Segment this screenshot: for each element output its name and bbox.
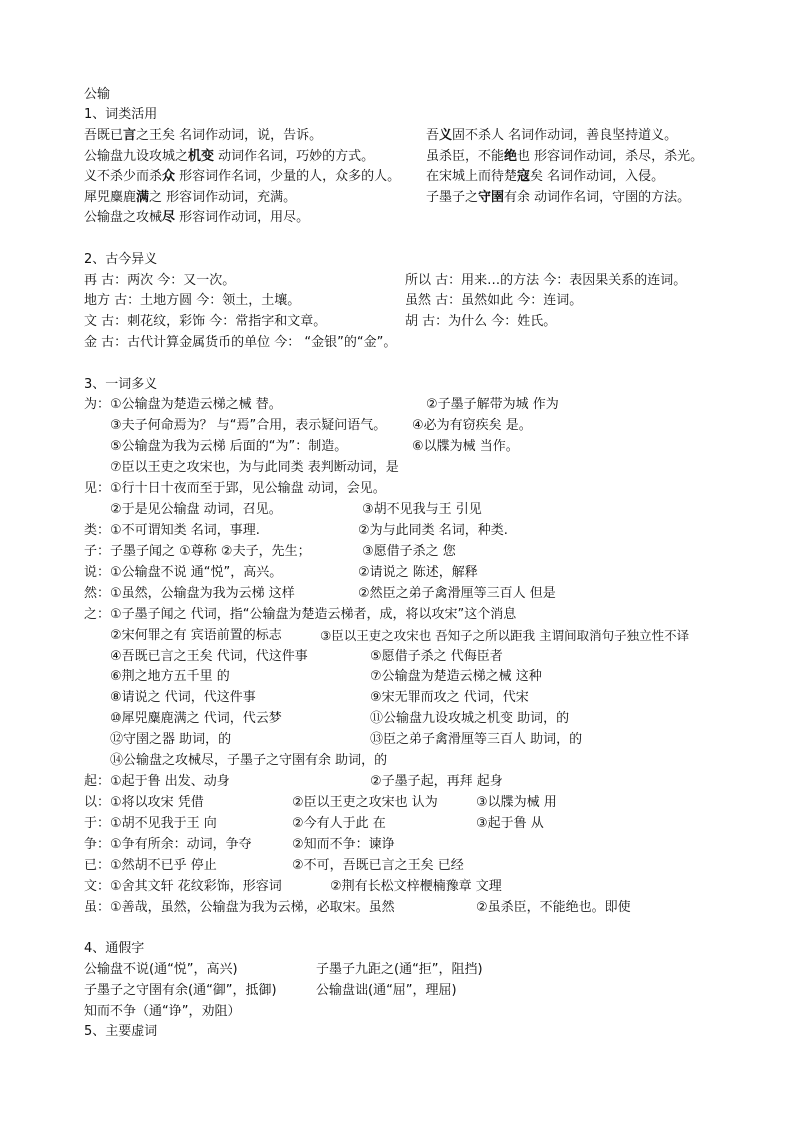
section-1-heading: 1、词类活用 xyxy=(84,107,158,122)
s3-line-24-b: ②荆有长松文梓楩楠豫章 文理 xyxy=(330,879,502,894)
s3-line-20-b: ②臣以王吏之攻宋也 认为 xyxy=(292,795,438,810)
s4-row-1-left: 公输盘不说(通“悦”，高兴) xyxy=(84,962,238,977)
s2-row-4-left: 金 古：古代计算金属货币的单位 今： “金银”的“金”。 xyxy=(84,335,397,350)
s3-line-17-a: ⑫守圉之器 助词，的 xyxy=(110,732,232,747)
s3-line-11-a: 之：①子墨子闻之 代词，指“公输盘为楚造云梯者，成，将以攻宋”这个消息 xyxy=(84,607,517,622)
s3-line-2-b: ④必为有窃疾矣 是。 xyxy=(412,418,532,433)
s3-line-15-b: ⑨宋无罪而攻之 代词，代宋 xyxy=(370,690,529,705)
page-title: 公输 xyxy=(84,87,111,102)
s3-line-1-b: ②子墨子解带为城 作为 xyxy=(426,397,559,412)
s3-line-22-a: 争：①争有所余：动词，争夺 xyxy=(84,837,252,852)
s3-line-14-a: ⑥荆之地方五千里 的 xyxy=(110,669,230,684)
s3-line-14-b: ⑦公输盘为楚造云梯之械 这种 xyxy=(370,669,542,684)
section-3-heading: 3、一词多义 xyxy=(84,377,158,392)
s2-row-1-left: 再 古：两次 今：又一次。 xyxy=(84,273,236,288)
s3-line-24-a: 文：①舍其文轩 花纹彩饰，形容词 xyxy=(84,879,282,894)
s3-line-15-a: ⑧请说之 代词，代这件事 xyxy=(110,690,256,705)
s1-row-2-right: 虽杀臣，不能绝也 形容词作动词，杀尽，杀光。 xyxy=(426,149,704,164)
s3-line-16-a: ⑩犀兕麋鹿满之 代词，代云梦 xyxy=(110,711,282,726)
s3-line-5-a: 见：①行十日十夜而至于郢，见公输盘 动词，会见。 xyxy=(84,481,386,496)
s1-row-1-left: 吾既已言之王矣 名词作动词，说，告诉。 xyxy=(84,128,323,143)
s3-line-6-b: ③胡不见我与王 引见 xyxy=(362,502,482,517)
s3-line-9-a: 说：①公输盘不说 通“悦”，高兴。 xyxy=(84,565,283,580)
s3-line-4-a: ⑦臣以王吏之攻宋也，为与此同类 表判断动词，是 xyxy=(110,460,399,475)
s4-row-1-right: 子墨子九距之(通“拒”，阻挡) xyxy=(316,962,483,977)
section-5-heading: 5、主要虚词 xyxy=(84,1024,158,1039)
s3-line-16-b: ⑪公输盘九设攻城之机变 助词，的 xyxy=(370,711,570,726)
s1-row-4-left: 犀兕麋鹿满之 形容词作动词，充满。 xyxy=(84,190,297,205)
s3-line-21-a: 于：①胡不见我于王 向 xyxy=(84,816,217,831)
s2-row-1-right: 所以 古：用来…的方法 今：表因果关系的连词。 xyxy=(405,273,687,288)
s3-line-3-b: ⑥以牒为械 当作。 xyxy=(412,439,519,454)
s3-line-22-b: ②知而不争：谏诤 xyxy=(292,837,395,852)
s3-line-9-b: ②请说之 陈述，解释 xyxy=(358,565,478,580)
s3-line-12-b: ③臣以王吏之攻宋也 吾知子之所以距我 主谓间取消句子独立性不译 xyxy=(320,628,690,643)
s4-row-2-left: 子墨子之守圉有余(通“御”，抵御) xyxy=(84,983,277,998)
s3-line-8-b: ③愿借子杀之 您 xyxy=(362,544,456,559)
section-4-heading: 4、通假字 xyxy=(84,941,145,956)
s3-line-17-b: ⑬臣之弟子禽滑厘等三百人 助词，的 xyxy=(370,732,583,747)
s1-row-3-right: 在宋城上而待楚寇矣 名词作动词，入侵。 xyxy=(426,169,665,184)
s4-row-3-left: 知而不争（通“诤”，劝阻） xyxy=(84,1004,241,1019)
s3-line-20-c: ③以牒为械 用 xyxy=(476,795,557,810)
s3-line-19-a: 起：①起于鲁 出发、动身 xyxy=(84,774,230,789)
s2-row-3-right: 胡 古：为什么 今：姓氏。 xyxy=(405,314,557,329)
s1-row-4-right: 子墨子之守圉有余 动词作名词，守圉的方法。 xyxy=(426,190,691,205)
s3-line-23-a: 已：①然胡不已乎 停止 xyxy=(84,858,217,873)
s3-line-10-a: 然：①虽然，公输盘为我为云梯 这样 xyxy=(84,586,295,601)
s3-line-25-a: 虽：①善哉，虽然，公输盘为我为云梯，必取宋。虽然 xyxy=(84,900,395,915)
s3-line-3-a: ⑤公输盘为我为云梯 后面的“为”：制造。 xyxy=(110,439,348,454)
s1-row-2-left: 公输盘九设攻城之机变 动词作名词，巧妙的方式。 xyxy=(84,149,375,164)
s4-row-2-right: 公输盘诎(通“屈”，理屈) xyxy=(316,983,457,998)
s3-line-6-a: ②于是见公输盘 动词，召见。 xyxy=(110,502,282,517)
s2-row-2-left: 地方 古：土地方圆 今：领土，土壤。 xyxy=(84,293,301,308)
s3-line-25-b: ②虽杀臣，不能绝也。即使 xyxy=(476,900,631,915)
s3-line-19-b: ②子墨子起，再拜 起身 xyxy=(370,774,503,789)
s3-line-2-a: ③夫子何命焉为？ 与“焉”合用，表示疑问语气。 xyxy=(110,418,387,433)
s3-line-21-c: ③起于鲁 从 xyxy=(476,816,544,831)
s3-line-18-a: ⑭公输盘之攻械尽，子墨子之守圉有余 助词，的 xyxy=(110,753,388,768)
s3-line-8-a: 子：子墨子闻之 ①尊称 ②夫子，先生； xyxy=(84,544,311,559)
s3-line-20-a: 以：①将以攻宋 凭借 xyxy=(84,795,204,810)
s1-row-1-right: 吾义固不杀人 名词作动词，善良坚持道义。 xyxy=(426,128,678,143)
section-2-heading: 2、古今异义 xyxy=(84,252,158,267)
s2-row-3-left: 文 古：刺花纹，彩饰 今：常指字和文章。 xyxy=(84,314,327,329)
s3-line-1-a: 为：①公输盘为楚造云梯之械 替。 xyxy=(84,397,282,412)
s3-line-10-b: ②然臣之弟子禽滑厘等三百人 但是 xyxy=(358,586,556,601)
s3-line-13-a: ④吾既已言之王矣 代词，代这件事 xyxy=(110,649,308,664)
s2-row-2-right: 虽然 古：虽然如此 今：连词。 xyxy=(405,293,583,308)
s3-line-12-a: ②宋何罪之有 宾语前置的标志 xyxy=(110,628,282,643)
s3-line-23-b: ②不可，吾既已言之王矣 已经 xyxy=(292,858,464,873)
s1-row-3-left: 义不杀少而杀众 形容词作名词，少量的人，众多的人。 xyxy=(84,169,401,184)
s3-line-13-b: ⑤愿借子杀之 代侮臣者 xyxy=(370,649,503,664)
s3-line-21-b: ②今有人于此 在 xyxy=(292,816,386,831)
s3-line-7-b: ②为与此同类 名词，种类. xyxy=(358,523,508,538)
s1-row-5-left: 公输盘之攻械尽 形容词作动词，用尽。 xyxy=(84,210,310,225)
s3-line-7-a: 类：①不可谓知类 名词，事理. xyxy=(84,523,260,538)
